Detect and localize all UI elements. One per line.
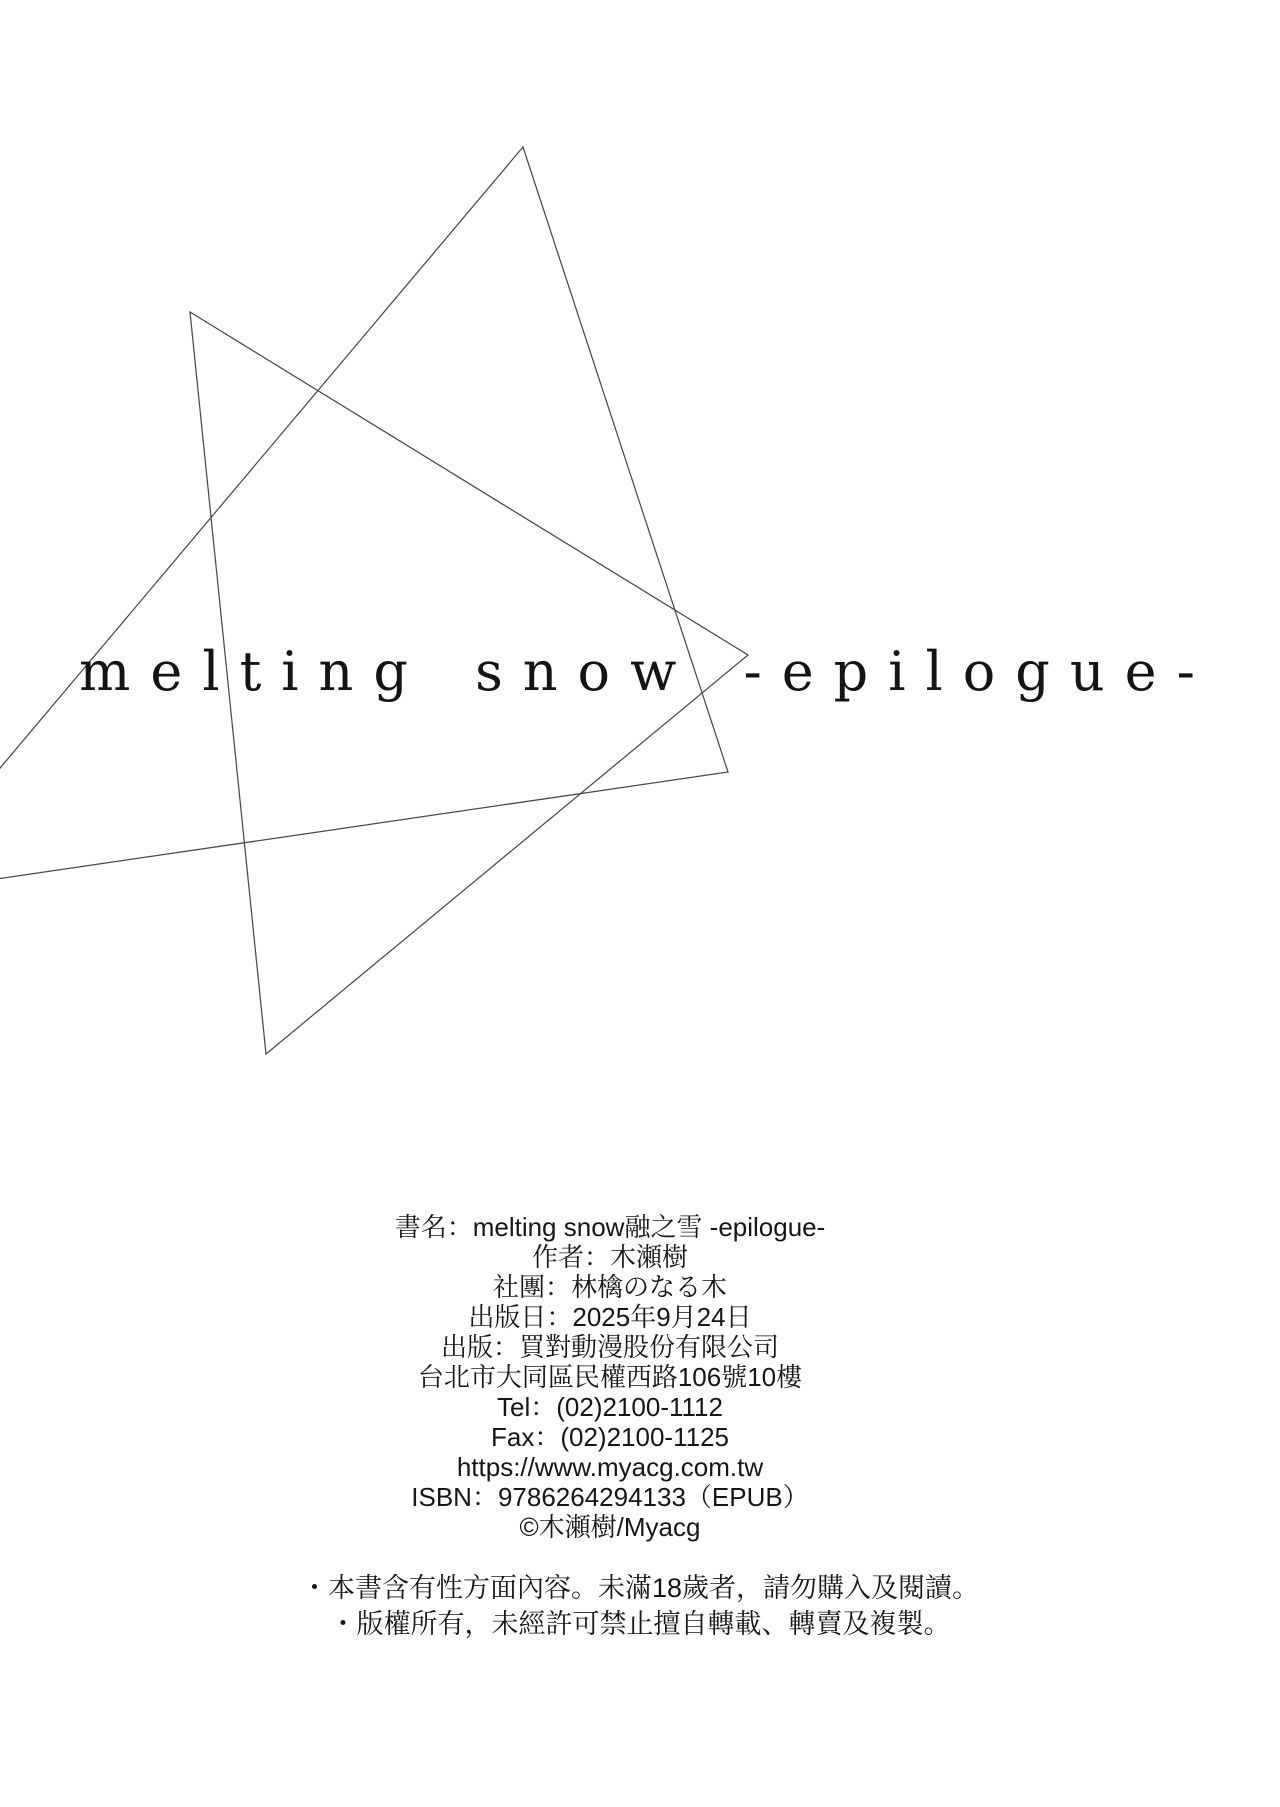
warning-block bbox=[0, 1570, 1280, 1642]
triangle-outline-large bbox=[0, 147, 728, 894]
fax-line: Fax：(02)2100-1125 bbox=[491, 1422, 729, 1452]
copyright-warning: ・版權所有，未經許可禁止擅自轉載、轉賣及複製。 bbox=[329, 1609, 951, 1639]
book-title-line: 書名：melting snow融之雪 -epilogue- bbox=[394, 1212, 826, 1242]
publish-date-line: 出版日：2025年9月24日 bbox=[468, 1302, 752, 1332]
isbn-line: ISBN：9786264294133（EPUB） bbox=[411, 1482, 809, 1512]
circle-line: 社團：林檎のなる木 bbox=[492, 1272, 727, 1302]
website-line: https://www.myacg.com.tw bbox=[456, 1452, 764, 1482]
publication-info-block bbox=[0, 1212, 1250, 1542]
author-line: 作者：木瀬樹 bbox=[531, 1242, 688, 1272]
tel-line: Tel：(02)2100-1112 bbox=[497, 1392, 723, 1422]
address-line: 台北市大同區民權西路106號10樓 bbox=[417, 1362, 803, 1392]
copyright-line: ©木瀬樹/Myacg bbox=[519, 1512, 701, 1542]
publisher-line: 出版：買對動漫股份有限公司 bbox=[440, 1332, 779, 1362]
adult-content-warning: ・本書含有性方面內容。未滿18歲者，請勿購入及閱讀。 bbox=[300, 1573, 980, 1603]
book-art-title: melting snow -epilogue- bbox=[79, 640, 1215, 703]
